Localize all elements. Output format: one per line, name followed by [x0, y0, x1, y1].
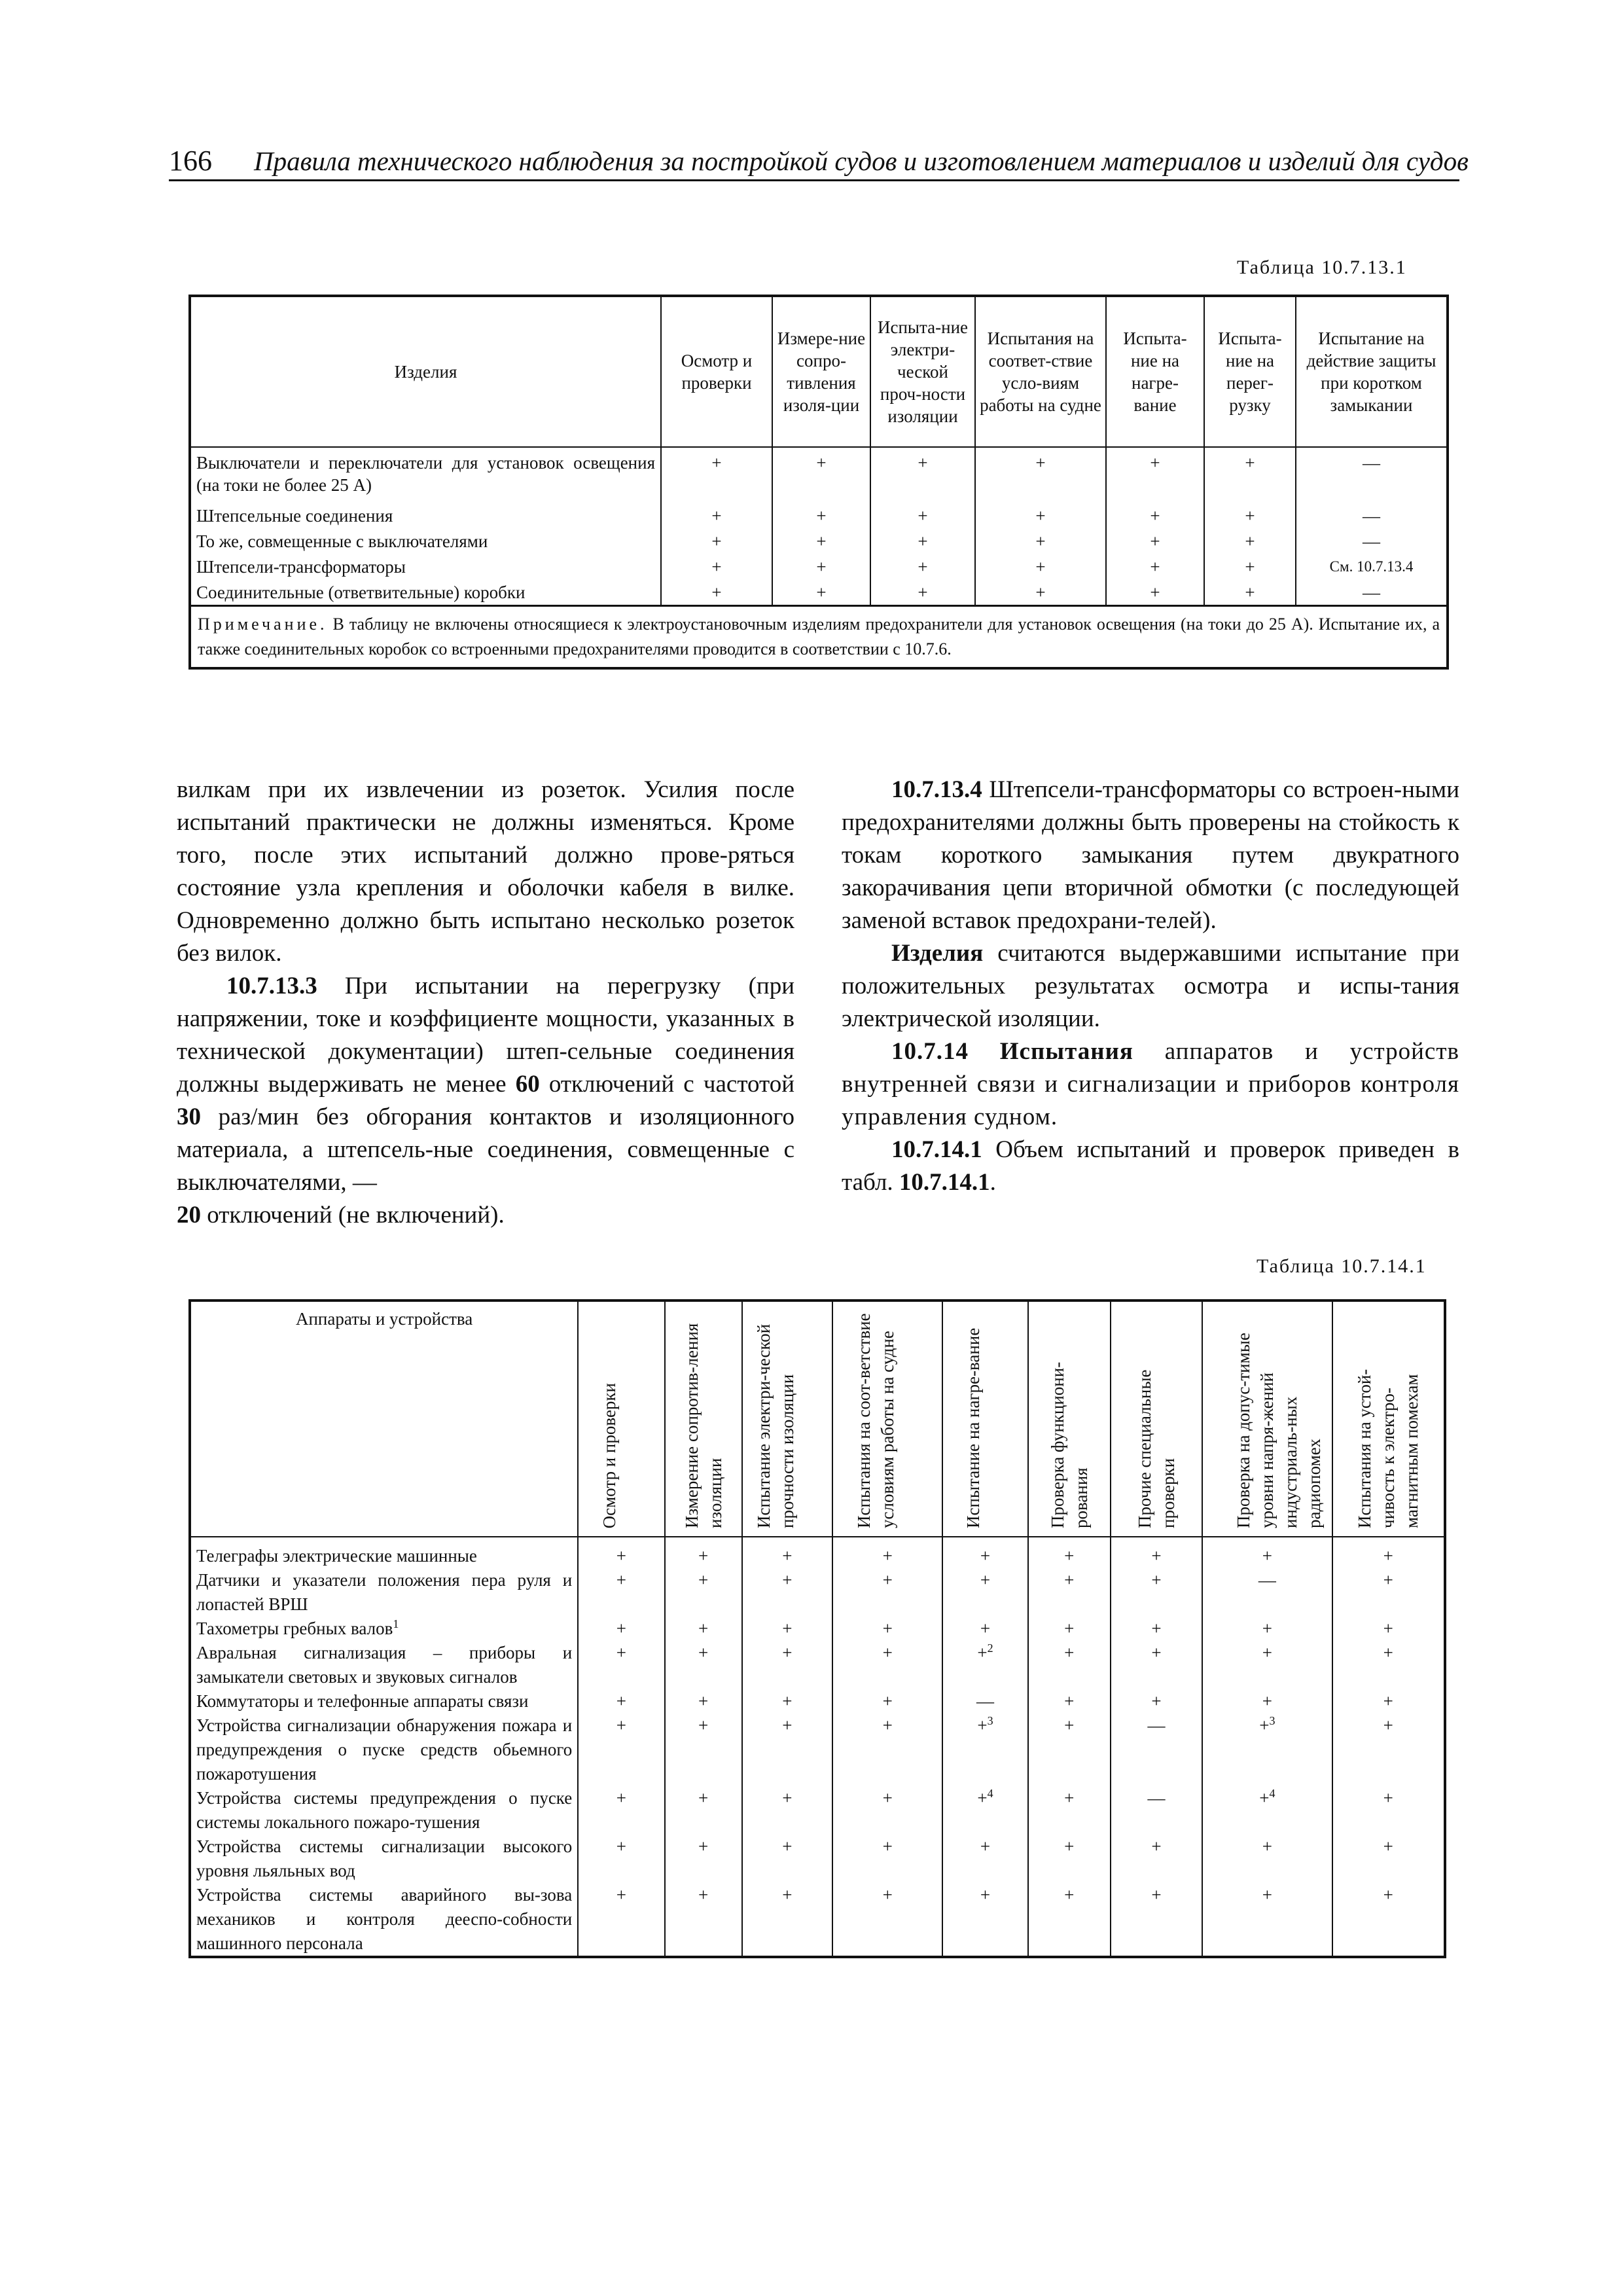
table-cell: + — [1028, 1835, 1111, 1883]
table-row — [190, 447, 1448, 503]
footnote-mark: 4 — [1269, 1787, 1275, 1800]
table-row — [190, 1641, 1445, 1689]
row-name: Соединительные (ответвительные) коробки — [190, 579, 661, 606]
row-name: То же, совмещенные с выключателями — [190, 528, 661, 554]
row-name: Устройства системы аварийного вы-зова механиков и контроля дееспо-собности машинного персонала — [190, 1883, 578, 1957]
table-cell: + — [975, 503, 1106, 528]
table-reference: 10.7.14.1 — [899, 1169, 990, 1196]
table-row — [190, 1786, 1445, 1835]
table-cell: + — [665, 1713, 742, 1786]
table-note — [190, 606, 1448, 669]
table-cell: + — [1028, 1568, 1111, 1617]
rotated-column-header — [1028, 1300, 1111, 1537]
column-header: Испытания на соответ-ствие усло-виям работы на судне — [975, 296, 1106, 447]
table-cell: + — [665, 1641, 742, 1689]
table-row — [190, 1883, 1445, 1957]
table-cell: См. 10.7.13.4 — [1296, 554, 1448, 579]
rotated-column-header — [665, 1300, 742, 1537]
column-header: Осмотр и проверки — [661, 296, 772, 447]
note-text: В таблицу не включены относящиеся к электроустановочным изделиям предохранители для установок освещения (на токи до 25 А). Испытание их, а также соединительных коробок со встроенными предохранителями проводится в соответствии с 10.7.6. — [198, 615, 1440, 658]
table-cell: + — [942, 1537, 1027, 1568]
table-cell: + — [578, 1835, 664, 1883]
table-row — [190, 1689, 1445, 1713]
table-cell: + — [665, 1617, 742, 1641]
table-cell: + — [1028, 1883, 1111, 1957]
clause-number: 10.7.13.3 — [226, 973, 317, 999]
table-cell: + — [1202, 1883, 1332, 1957]
table-cell: + — [772, 447, 870, 503]
table-cell: — — [1296, 503, 1448, 528]
paragraph: вилкам при их извлечении из розеток. Усилия после испытаний практически не должны изменяться. Кроме того, после этих испытаний должно прове-ряться состояние узла крепления и оболочки кабеля в вилке. Одновременно должно быть испытано несколько розеток без вилок. — [177, 776, 794, 967]
table-cell: + — [578, 1537, 664, 1568]
table-cell: + — [578, 1568, 664, 1617]
column-header-text: Испытание на нагре-вание — [963, 1327, 984, 1528]
table-cell: + — [1106, 447, 1204, 503]
footnote-mark: 4 — [987, 1787, 993, 1800]
table-cell: + — [742, 1835, 832, 1883]
table-cell: + — [1111, 1568, 1202, 1617]
table-row — [190, 554, 1448, 579]
table-cell: + — [1332, 1713, 1445, 1786]
table-cell: + — [832, 1713, 942, 1786]
column-header-text: Осмотр и проверки — [599, 1382, 620, 1528]
table-cell: + — [832, 1883, 942, 1957]
table-cell: + — [742, 1883, 832, 1957]
paragraph-text: раз/мин без обгорания контактов и изоляционного материала, а штепсель-ные соединения, совмещенные с выключателями, — — [177, 1103, 794, 1196]
table-cell: + — [1202, 1835, 1332, 1883]
table-cell: + — [1028, 1617, 1111, 1641]
column-header: Испыта-ние электри-ческой проч-ности изоляции — [870, 296, 975, 447]
table-cell: + — [870, 554, 975, 579]
table-cell: + — [1332, 1568, 1445, 1617]
row-name: Тахометры гребных валов$^1$ — [190, 1617, 578, 1641]
table-cell: — — [1111, 1713, 1202, 1786]
table-cell: + — [578, 1617, 664, 1641]
paragraph — [842, 774, 1459, 937]
column-header: Изделия — [190, 296, 661, 447]
note-label: Примечание. — [198, 615, 328, 634]
table-cell: + — [772, 528, 870, 554]
running-header — [169, 139, 1469, 181]
footnote-mark: 3 — [987, 1714, 993, 1727]
row-name: Устройства системы сигнализации высокого уровня льяльных вод — [190, 1835, 578, 1883]
row-name: Авральная сигнализация – приборы и замыкатели световых и звуковых сигналов — [190, 1641, 578, 1689]
table-cell: + — [870, 447, 975, 503]
table-cell: + — [832, 1689, 942, 1713]
rotated-column-header — [1111, 1300, 1202, 1537]
footnote-mark: 2 — [987, 1641, 993, 1655]
table2-body — [190, 1537, 1445, 1957]
table-cell: + — [1028, 1641, 1111, 1689]
paragraph-text: отключений с частотой — [539, 1071, 794, 1098]
table-cell: + — [832, 1835, 942, 1883]
table-cell: + — [665, 1537, 742, 1568]
table-10-7-14-1 — [188, 1299, 1446, 1958]
table-cell: + — [1204, 503, 1296, 528]
table-cell: + — [1204, 528, 1296, 554]
table-cell: + — [832, 1537, 942, 1568]
rotated-column-header — [1332, 1300, 1445, 1537]
table-cell: +$^4$ — [942, 1786, 1027, 1835]
bold-number: 20 — [177, 1202, 201, 1229]
table-cell: + — [665, 1835, 742, 1883]
table-cell: + — [1111, 1617, 1202, 1641]
paragraph-text: отключений (не включений). — [201, 1202, 505, 1229]
table-cell: + — [661, 447, 772, 503]
row-name: Устройства системы предупреждения о пуске системы локального пожаро-тушения — [190, 1786, 578, 1835]
table-cell: + — [1332, 1883, 1445, 1957]
paragraph — [842, 937, 1459, 1035]
header-rule — [169, 179, 1459, 181]
table-cell: +$^3$ — [942, 1713, 1027, 1786]
column-header-text: Измерение сопротив-ления изоляции — [681, 1323, 725, 1528]
table-cell: + — [578, 1713, 664, 1786]
table-cell: + — [1111, 1537, 1202, 1568]
column-header-text: Испытание электри-ческой прочности изоляции — [753, 1323, 797, 1528]
table-cell: + — [578, 1786, 664, 1835]
table-cell: + — [832, 1568, 942, 1617]
table-cell: — — [1202, 1568, 1332, 1617]
table-note-row — [190, 606, 1448, 669]
bold-word: Изделия — [891, 940, 984, 967]
table-cell: + — [742, 1537, 832, 1568]
table-cell: + — [578, 1689, 664, 1713]
footnote-mark: 3 — [1269, 1714, 1275, 1727]
rotated-column-header — [942, 1300, 1027, 1537]
table-cell: — — [1111, 1786, 1202, 1835]
table-cell: + — [942, 1883, 1027, 1957]
paragraph-text: аппаратов и устройств внутренней связи и сигнализации и приборов контроля управления судном. — [842, 1038, 1459, 1130]
section-heading — [842, 1035, 1459, 1134]
table-cell: +$^3$ — [1202, 1713, 1332, 1786]
row-name: Коммутаторы и телефонные аппараты связи — [190, 1689, 578, 1713]
table-cell: + — [742, 1617, 832, 1641]
table-cell: + — [1332, 1641, 1445, 1689]
table-cell: — — [1296, 579, 1448, 606]
table-cell: + — [1028, 1713, 1111, 1786]
table-cell: + — [772, 554, 870, 579]
bold-number: 30 — [177, 1103, 201, 1130]
row-name: Выключатели и переключатели для установок освещения (на токи не более 25 А) — [190, 447, 661, 503]
table-row — [190, 528, 1448, 554]
table-cell: + — [975, 528, 1106, 554]
paragraph-text: считаются выдержавшими испытание при положительных результатах осмотра и испы-тания электрической изоляции. — [842, 940, 1459, 1032]
row-name: Штепсельные соединения — [190, 503, 661, 528]
table-cell: + — [1332, 1617, 1445, 1641]
table-cell: + — [665, 1786, 742, 1835]
table-cell: + — [1106, 503, 1204, 528]
column-header: Испытание на действие защиты при коротком замыкании — [1296, 296, 1448, 447]
table-row — [190, 1537, 1445, 1568]
footnote-mark: 1 — [393, 1617, 399, 1630]
table-cell: + — [832, 1786, 942, 1835]
rotated-column-header — [578, 1300, 664, 1537]
table-cell: + — [870, 503, 975, 528]
table-cell: +$^4$ — [1202, 1786, 1332, 1835]
table-cell: + — [1106, 579, 1204, 606]
table-cell: + — [942, 1835, 1027, 1883]
column-header-text: Проверка на допус-тимые уровни напря-жений индустриаль-ных радиопомех — [1234, 1333, 1325, 1528]
paragraph-text: Объем испытаний и проверок приведен в табл. — [842, 1136, 1459, 1196]
table-cell: + — [1202, 1689, 1332, 1713]
table-cell: + — [1111, 1883, 1202, 1957]
table-cell: + — [1202, 1537, 1332, 1568]
rotated-column-header — [1202, 1300, 1332, 1537]
table-cell: + — [665, 1883, 742, 1957]
table-cell: + — [661, 554, 772, 579]
table-cell: + — [742, 1713, 832, 1786]
table-cell: — — [942, 1689, 1027, 1713]
paragraph-text: При испытании на перегрузку (при напряжении, токе и коэффициенте мощности, указанных в технической документации) штеп-сельные соединения должны выдерживать не менее — [177, 973, 794, 1098]
table2-caption: Таблица 10.7.14.1 — [1257, 1255, 1427, 1277]
table-cell: + — [1332, 1835, 1445, 1883]
table-cell: + — [975, 579, 1106, 606]
table-cell: + — [832, 1641, 942, 1689]
column-header-text: Прочие специальные проверки — [1135, 1369, 1179, 1528]
table-row — [190, 503, 1448, 528]
table-row — [190, 1835, 1445, 1883]
table-cell: + — [661, 503, 772, 528]
table-cell: + — [661, 579, 772, 606]
right-text-column — [842, 774, 1459, 1199]
row-name: Устройства сигнализации обнаружения пожара и предупреждения о пуске средств обьемного пожаротушения — [190, 1713, 578, 1786]
left-text-column — [177, 774, 794, 1232]
running-title: Правила технического наблюдения за постройкой судов и изготовлением материалов и изделий для судов — [254, 146, 1469, 176]
clause-number: 10.7.13.4 — [891, 776, 982, 803]
table-cell: + — [742, 1568, 832, 1617]
bold-number: 60 — [515, 1071, 540, 1098]
table-cell: + — [1111, 1641, 1202, 1689]
table-row — [190, 1713, 1445, 1786]
column-header: Аппараты и устройства — [190, 1300, 578, 1537]
table-cell: + — [742, 1786, 832, 1835]
table-cell: — — [1296, 528, 1448, 554]
table-cell: + — [1332, 1689, 1445, 1713]
table-cell: + — [1204, 447, 1296, 503]
table-cell: + — [742, 1641, 832, 1689]
table-cell: + — [1028, 1689, 1111, 1713]
column-header: Испыта-ние на нагре-вание — [1106, 296, 1204, 447]
table-cell: + — [870, 528, 975, 554]
table-cell: + — [1332, 1786, 1445, 1835]
paragraph-text: . — [990, 1169, 996, 1196]
table-cell: + — [1028, 1537, 1111, 1568]
table-cell: +$^2$ — [942, 1641, 1027, 1689]
table-cell: + — [578, 1641, 664, 1689]
bold-word: Испытания — [969, 1038, 1133, 1065]
clause-number: 10.7.14.1 — [891, 1136, 982, 1163]
column-header: Измере-ние сопро-тивления изоля-ции — [772, 296, 870, 447]
rotated-column-header — [832, 1300, 942, 1537]
row-name: Штепсели-трансформаторы — [190, 554, 661, 579]
table-cell: + — [578, 1883, 664, 1957]
paragraph-text: Штепсели-трансформаторы со встроен-ными предохранителями должны быть проверены на стойкость к токам короткого замыкания путем двукратного закорачивания цепи вторичной обмотки (с последующей заменой вставок предохрани-телей). — [842, 776, 1459, 934]
table-row — [190, 1568, 1445, 1617]
row-name: Телеграфы электрические машинные — [190, 1537, 578, 1568]
table-cell: + — [832, 1617, 942, 1641]
table-cell: + — [772, 579, 870, 606]
paragraph — [842, 1134, 1459, 1199]
table-cell: + — [661, 528, 772, 554]
table-cell: + — [1204, 579, 1296, 606]
table-row — [190, 1617, 1445, 1641]
column-header: Испыта-ние на перег-рузку — [1204, 296, 1296, 447]
table-cell: + — [942, 1617, 1027, 1641]
clause-number: 10.7.14 — [891, 1038, 969, 1065]
table-cell: + — [870, 579, 975, 606]
table-cell: + — [665, 1689, 742, 1713]
table-cell: + — [665, 1568, 742, 1617]
table1-caption: Таблица 10.7.13.1 — [1237, 257, 1407, 278]
table-cell: + — [1111, 1689, 1202, 1713]
paragraph — [177, 970, 794, 1232]
table-cell: + — [975, 554, 1106, 579]
table-cell: + — [742, 1689, 832, 1713]
table-cell: + — [942, 1568, 1027, 1617]
column-header-text: Испытания на устой-чивость к электро-магнитным помехам — [1355, 1369, 1422, 1528]
table-row — [190, 579, 1448, 606]
row-name: Датчики и указатели положения пера руля и лопастей ВРШ — [190, 1568, 578, 1617]
page-number: 166 — [169, 145, 212, 177]
column-header-text: Проверка функциони-рования — [1047, 1361, 1091, 1528]
table-cell: + — [975, 447, 1106, 503]
table-cell: + — [1106, 528, 1204, 554]
table-cell: — — [1296, 447, 1448, 503]
table-cell: + — [1202, 1641, 1332, 1689]
table-cell: + — [1204, 554, 1296, 579]
table-cell: + — [1111, 1835, 1202, 1883]
rotated-column-header — [742, 1300, 832, 1537]
table-cell: + — [772, 503, 870, 528]
table-cell: + — [1106, 554, 1204, 579]
table-10-7-13-1 — [188, 295, 1449, 670]
table-cell: + — [1202, 1617, 1332, 1641]
table-cell: + — [1028, 1786, 1111, 1835]
column-header-text: Испытания на соот-ветствие условиям работы на судне — [854, 1313, 898, 1528]
table-cell: + — [1332, 1537, 1445, 1568]
